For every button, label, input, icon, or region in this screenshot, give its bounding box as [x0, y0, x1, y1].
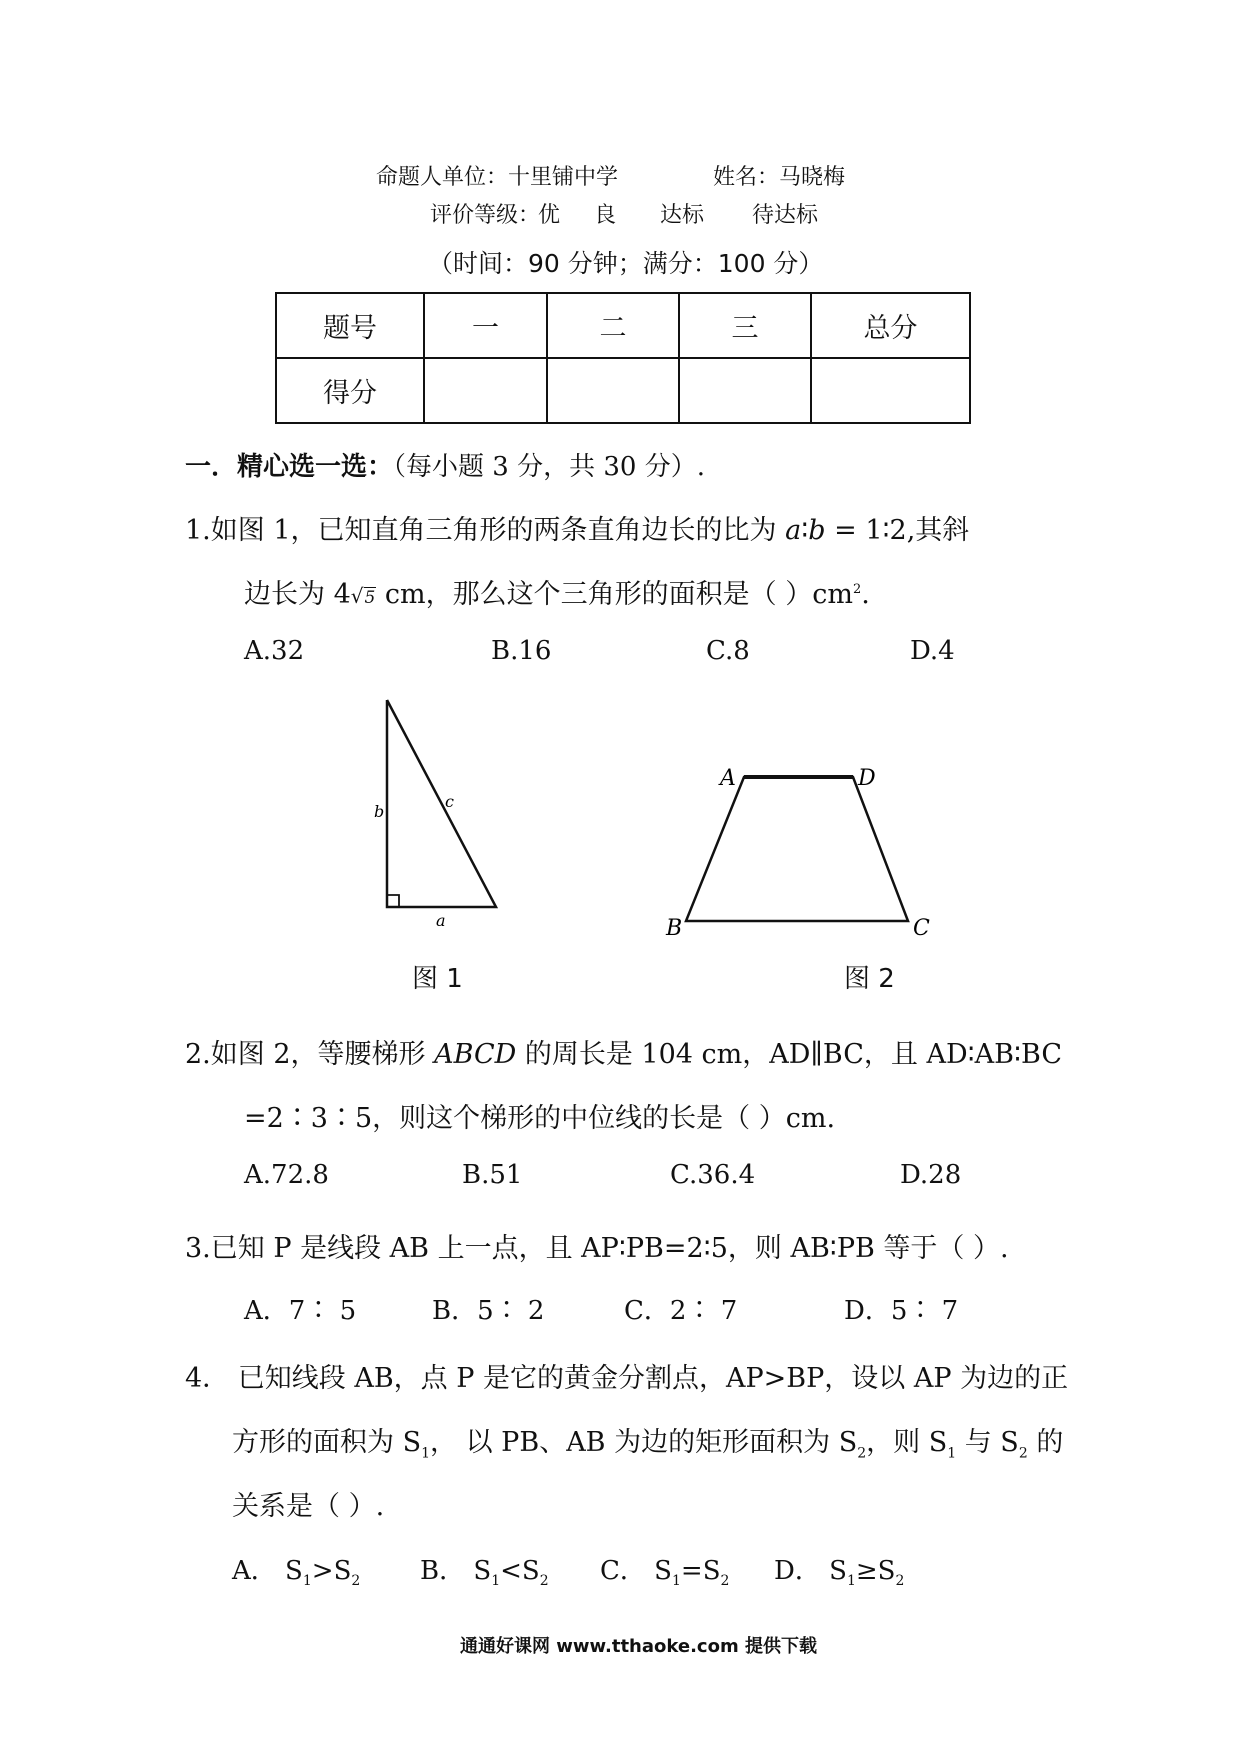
time-info: （时间：90 分钟；满分：100 分）: [428, 249, 824, 278]
trapezoid-outline: [686, 777, 908, 921]
question-4-line-2: [232, 1420, 1063, 1461]
q4-option-d[interactable]: D． $S_1\ge S_2$: [774, 1556, 905, 1590]
grade-pass: 达标: [660, 203, 705, 228]
grade-excellent: 优: [538, 203, 561, 228]
label-b: b: [374, 802, 385, 821]
section-title: 精心选一选：: [237, 452, 394, 482]
q1-option-a[interactable]: A.32: [244, 636, 305, 666]
q1-var-b: b: [808, 515, 826, 546]
author-name: 姓名：马晓梅: [713, 165, 846, 190]
q4-text: 的: [1027, 1427, 1064, 1458]
q4-text: ，则 S: [866, 1427, 948, 1458]
question-3-text: 3.已知 P 是线段 AB 上一点，且 AP∶PB=2∶5，则 AB∶PB 等于（ ）.: [185, 1233, 1009, 1264]
grade-below-pass: 待达标: [752, 203, 819, 228]
section-heading: [185, 446, 705, 483]
triangle-outline: [387, 700, 496, 907]
q1-ratio: = 1∶2,其斜: [825, 515, 970, 546]
table-cell: 得分: [276, 358, 424, 423]
q4-option-b[interactable]: B． $S_1<S_2$: [420, 1556, 549, 1590]
score-input-cell[interactable]: [811, 358, 970, 423]
q1-option-b[interactable]: B.16: [491, 636, 552, 666]
sqrt-symbol: √5: [350, 584, 376, 608]
table-cell: 总分: [811, 293, 970, 358]
q4-text: ， 以 PB、AB 为边的矩形面积为 S: [430, 1427, 858, 1458]
question-4-line-1: 4． 已知线段 AB，点 P 是它的黄金分割点，AP>BP，设以 AP 为边的正: [185, 1363, 1069, 1394]
figure-2-trapezoid: [660, 755, 940, 940]
label-D: D: [858, 766, 876, 791]
grade-good: 良: [594, 203, 617, 228]
label-B: B: [666, 916, 683, 940]
q2-text: 的周长是 104 cm，AD∥BC，且 AD∶AB∶BC: [516, 1039, 1063, 1070]
label-c: c: [445, 792, 454, 811]
q3-option-c[interactable]: C．2∶ 7: [624, 1296, 738, 1326]
q1-text: cm，那么这个三角形的面积是（ ）cm: [376, 579, 853, 610]
q4-text: 与 S: [956, 1427, 1019, 1458]
question-2-line-1: [185, 1032, 1062, 1071]
subscript-1: 1: [947, 1445, 957, 1462]
q4-option-c[interactable]: C． $S_1=S_2$: [600, 1556, 730, 1590]
question-1-line-2: [244, 572, 870, 611]
q1-text: 边长为 4: [244, 579, 351, 610]
question-1-line-1: [185, 508, 969, 547]
table-cell: 二: [547, 293, 679, 358]
unit-label: 命题人单位：十里铺中学: [376, 165, 619, 190]
q2-option-d[interactable]: D.28: [900, 1160, 962, 1190]
q1-colon: ∶: [801, 515, 809, 546]
figure-2-caption: 图 2: [844, 964, 895, 994]
subscript-2: 2: [857, 1445, 867, 1462]
label-a: a: [436, 911, 446, 930]
subscript-1: 1: [421, 1445, 431, 1462]
figure-1-caption: 图 1: [412, 964, 463, 994]
footer-text: 通通好课网 www.tthaoke.com 提供下载: [460, 1636, 817, 1657]
q1-option-c[interactable]: C.8: [706, 636, 750, 666]
q3-option-b[interactable]: B．5∶ 2: [432, 1296, 545, 1326]
label-C: C: [913, 916, 930, 940]
q3-option-a[interactable]: A．7∶ 5: [244, 1296, 357, 1326]
q3-option-d[interactable]: D．5∶ 7: [844, 1296, 959, 1326]
table-cell: 三: [679, 293, 811, 358]
q1-var-a: a: [785, 515, 802, 546]
q1-period: .: [861, 579, 870, 610]
score-input-cell[interactable]: [547, 358, 679, 423]
score-input-cell[interactable]: [424, 358, 547, 423]
table-row: [276, 293, 970, 358]
q2-trapezoid-name: ABCD: [434, 1039, 517, 1070]
section-note: （每小题 3 分，共 30 分）.: [393, 452, 705, 482]
q1-option-d[interactable]: D.4: [910, 636, 955, 666]
question-4-line-3: 关系是（ ）.: [232, 1491, 385, 1522]
table-cell: 题号: [276, 293, 424, 358]
q2-option-a[interactable]: A.72.8: [244, 1160, 329, 1190]
figure-1-triangle: [360, 690, 510, 930]
table-cell: 一: [424, 293, 547, 358]
table-row: [276, 358, 970, 423]
q4-text: 方形的面积为 S: [232, 1427, 422, 1458]
q2-option-c[interactable]: C.36.4: [670, 1160, 756, 1190]
q2-option-b[interactable]: B.51: [462, 1160, 523, 1190]
score-input-cell[interactable]: [679, 358, 811, 423]
grade-label: 评价等级：: [430, 203, 541, 228]
question-2-line-2: =2∶3∶5，则这个梯形的中位线的长是（ ）cm.: [244, 1103, 836, 1134]
right-angle-mark: [387, 895, 399, 907]
q1-text: 1.如图 1，已知直角三角形的两条直角边长的比为: [185, 515, 786, 546]
score-table: [275, 292, 971, 424]
section-number: 一．: [185, 452, 238, 482]
q2-text: 2.如图 2，等腰梯形: [185, 1039, 435, 1070]
subscript-2: 2: [1018, 1445, 1028, 1462]
label-A: A: [720, 766, 736, 791]
q4-option-a[interactable]: A． $S_1>S_2$: [232, 1556, 361, 1590]
q1-superscript: 2: [852, 582, 862, 597]
